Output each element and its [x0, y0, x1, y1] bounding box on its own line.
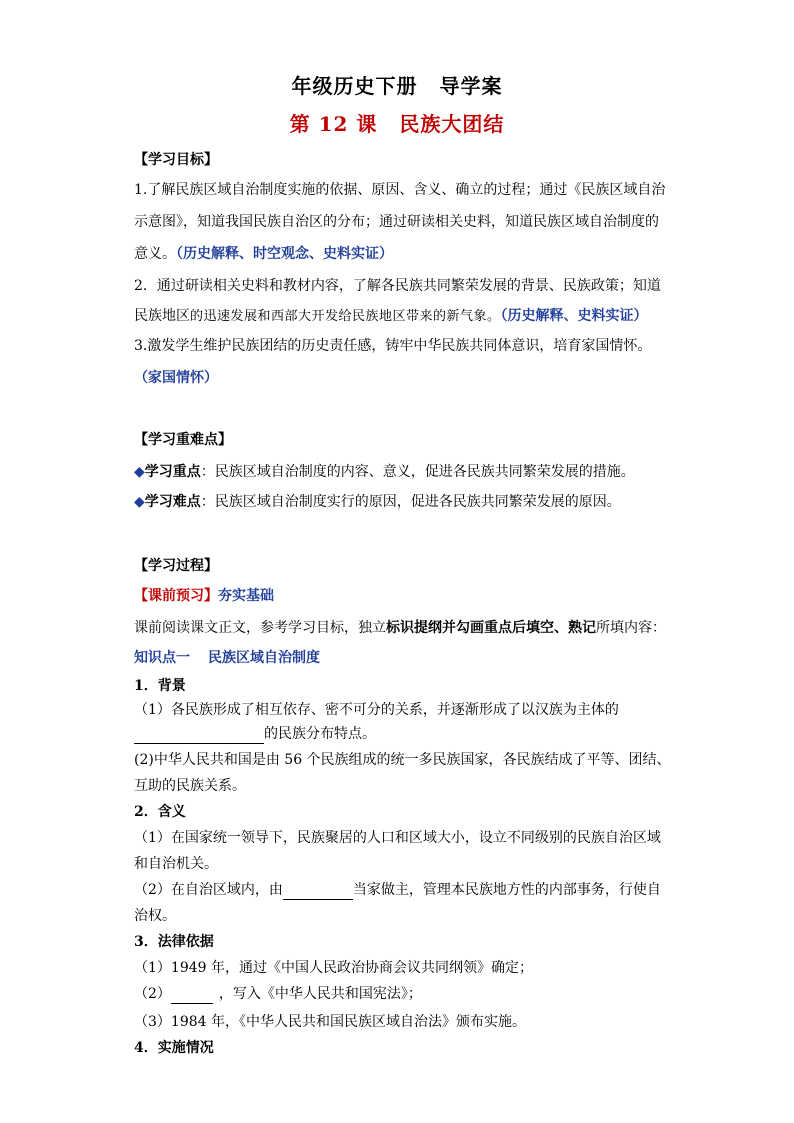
keypoint-focus — [134, 462, 635, 482]
lesson-title — [0, 108, 794, 137]
meaning-p1-line1: （1）在国家统一领导下，民族聚居的人口和区域大小，设立不同级别的民族自治区域 — [134, 830, 661, 846]
background-p2-line2: 互助的民族关系。 — [134, 778, 246, 794]
legal-basis-p2 — [134, 984, 422, 1004]
meaning-p2-line1 — [134, 880, 661, 900]
goals-line-3 — [134, 244, 393, 264]
legal-basis-p1: （1）1949 年，通过《中国人民政治协商会议共同纲领》确定； — [134, 960, 533, 976]
goals-line-5 — [134, 306, 648, 327]
lesson-number: 第 12 课 — [289, 112, 378, 136]
fill-blank[interactable] — [134, 727, 264, 744]
preview-intro-a: 课前阅读课文正文，参考学习目标，独立 — [134, 620, 386, 636]
knowledge-point-1 — [134, 648, 320, 668]
section-background-title: 1．背景 — [134, 678, 186, 694]
legal-basis-p2-post: ，写入《中华人民共和国宪法》； — [218, 986, 422, 1002]
preview-intro — [134, 618, 666, 638]
section-implementation-title: 4．实施情况 — [134, 1040, 214, 1056]
goals-line-1: 1.了解民族区域自治制度实施的依据、原因、含义、确立的过程；通过《民族区域自治 — [134, 182, 666, 198]
section-legal-basis-title: 3．法律依据 — [134, 934, 214, 950]
preview-tag: 【课前预习】 — [134, 588, 218, 604]
goals-line-2: 示意图》，知道我国民族自治区的分布；通过研读相关史料，知道民族区域自治制度的 — [134, 214, 659, 230]
meaning-p2-post: 当家做主，管理本民族地方性的内部事务，行使自 — [352, 882, 661, 898]
process-heading: 【学习过程】 — [134, 558, 218, 574]
goals-line-6: 3.激发学生维护民族团结的历史责任感，铸牢中华民族共同体意识，培育家国情怀。 — [134, 338, 652, 354]
keypoint-difficulty-label: 学习难点 — [144, 494, 201, 510]
fill-blank[interactable] — [283, 883, 353, 900]
knowledge-point-1-label: 知识点一 — [134, 650, 190, 666]
goals-line-3-text: 意义。 — [134, 246, 176, 262]
diamond-bullet-icon: ◆ — [134, 494, 145, 510]
meaning-p2-line2: 治权。 — [134, 908, 176, 924]
keypoint-focus-text: ：民族区域自治制度的内容、意义，促进各民族共同繁荣发展的措施。 — [200, 464, 635, 480]
lesson-name: 民族大团结 — [399, 112, 505, 136]
title-guide: 导学案 — [439, 74, 503, 98]
keypoints-heading: 【学习重难点】 — [134, 432, 232, 448]
background-p1-line2 — [134, 724, 376, 744]
goals-competency-2: （历史解释、史料实证） — [500, 308, 648, 324]
meaning-p1-line2: 和自治机关。 — [134, 856, 218, 872]
goals-competency-1: （历史解释、时空观念、史料实证） — [176, 246, 393, 262]
keypoint-difficulty — [134, 492, 621, 512]
preview-heading — [134, 586, 274, 606]
knowledge-point-1-title: 民族区域自治制度 — [208, 650, 320, 666]
keypoint-difficulty-text: ：民族区域自治制度实行的原因，促进各民族共同繁荣发展的原因。 — [200, 494, 621, 510]
page-title — [0, 70, 794, 99]
section-meaning-title: 2．含义 — [134, 804, 186, 820]
title-grade-book: 年级历史下册 — [291, 74, 418, 98]
legal-basis-p3: （3）1984 年，《中华人民共和国民族区域自治法》颁布实施。 — [134, 1014, 526, 1030]
meaning-p2-pre: （2）在自治区域内，由 — [134, 882, 283, 898]
legal-basis-p2-pre: （2） — [134, 986, 171, 1002]
preview-intro-c: 所填内容： — [596, 620, 666, 636]
diamond-bullet-icon: ◆ — [134, 464, 145, 480]
keypoint-focus-label: 学习重点 — [144, 464, 201, 480]
preview-intro-b: 标识提纲并勾画重点后填空、熟记 — [386, 620, 596, 636]
goals-line-4: 2．通过研读相关史料和教材内容，了解各民族共同繁荣发展的背景、民族政策；知道 — [134, 278, 661, 294]
preview-title: 夯实基础 — [218, 588, 274, 604]
goals-line-5-text-a: 民族地区 — [134, 308, 190, 324]
goals-competency-3: （家国情怀） — [134, 370, 218, 386]
goals-heading: 【学习目标】 — [134, 152, 218, 168]
fill-blank[interactable] — [171, 987, 213, 1004]
background-p1-line1: （1）各民族形成了相互依存、密不可分的关系，并逐渐形成了以汉族为主体的 — [134, 702, 619, 718]
goals-line-5-text-b: 的迅速发展和西部大开发给民族地区带来的新气象。 — [190, 309, 501, 324]
background-p1-line2-text: 的民族分布特点。 — [264, 726, 376, 742]
background-p2-line1: (2)中华人民共和国是由 56 个民族组成的统一多民族国家，各民族结成了平等、团结、 — [134, 752, 671, 768]
